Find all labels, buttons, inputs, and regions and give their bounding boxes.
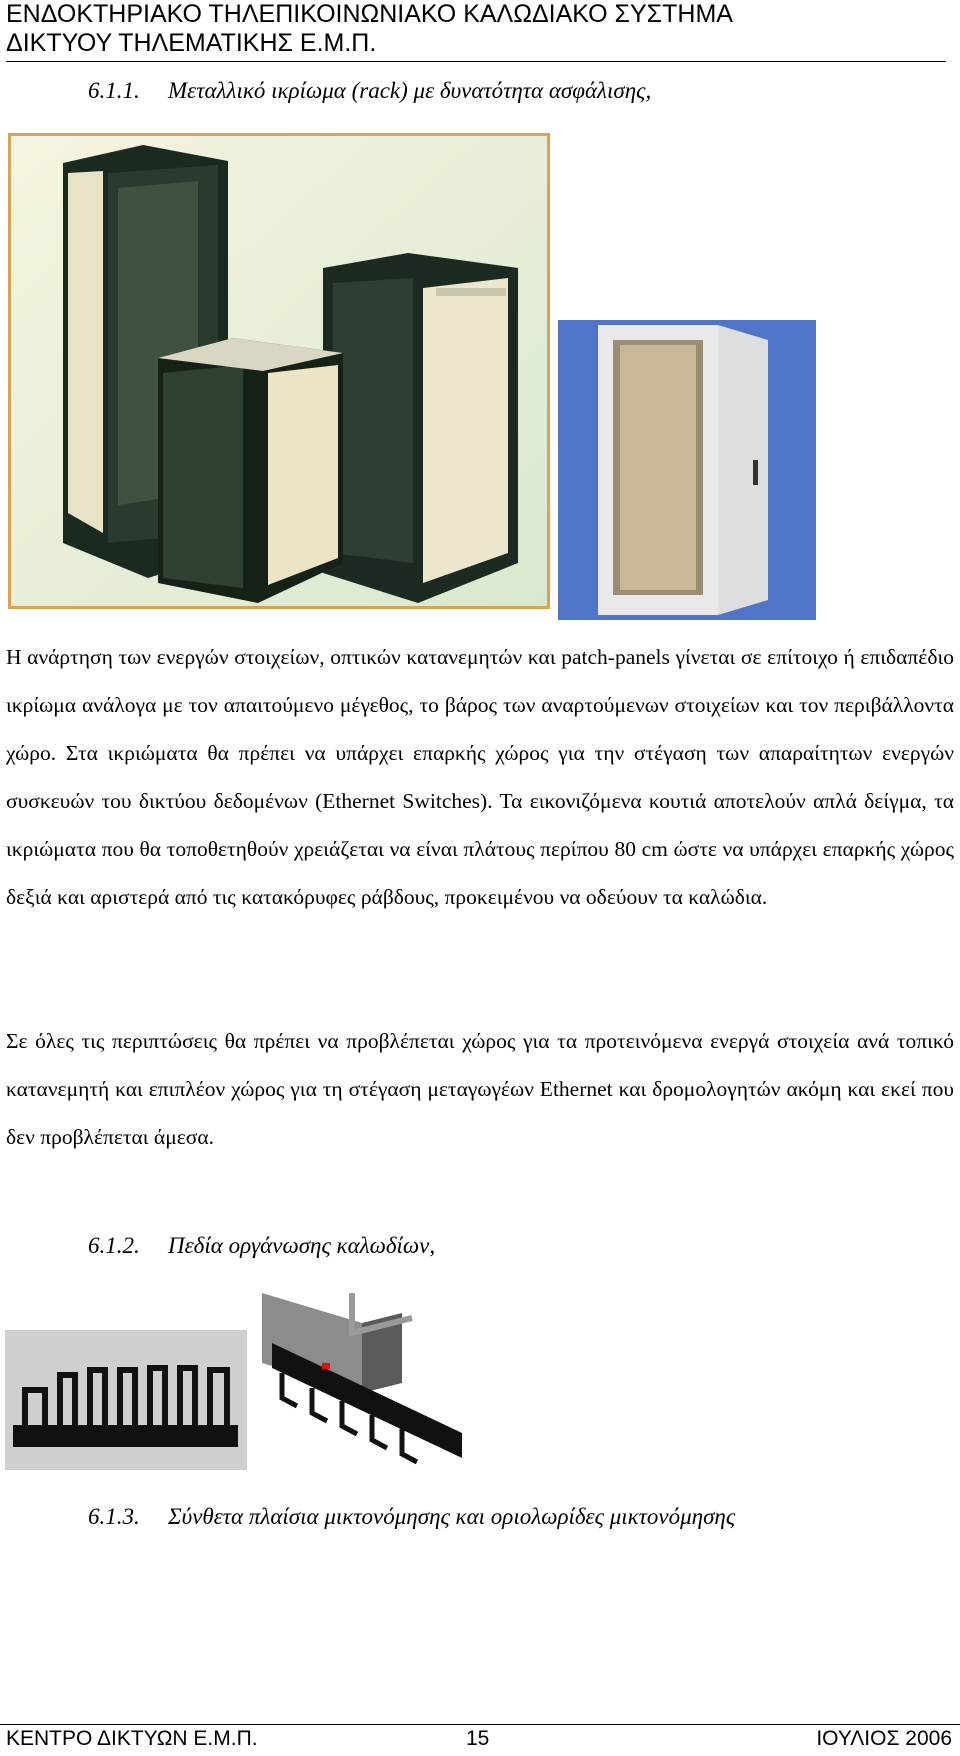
section-title: Μεταλλικό ικρίωμα (rack) με δυνατότητα ασφάλισης, (168, 78, 652, 103)
section-number: 6.1.3. (88, 1504, 140, 1529)
single-rack-photo (558, 320, 816, 620)
page-number: 15 (466, 1727, 490, 1750)
section-title: Σύνθετα πλαίσια μικτονόμησης και οριολωρίδες μικτονόμησης (168, 1504, 736, 1529)
section-heading-6-1-1 (88, 78, 651, 104)
section-heading-6-1-2 (88, 1233, 435, 1259)
cable-organizer-photo (5, 1330, 247, 1470)
patch-panel-photo (252, 1283, 488, 1471)
footer-left: ΚΕΝΤΡΟ ΔΙΚΤΥΩΝ Ε.Μ.Π. (6, 1727, 258, 1750)
section-number: 6.1.2. (88, 1233, 140, 1258)
paragraph-1: Η ανάρτηση των ενεργών στοιχείων, οπτικών κατανεμητών και patch-panels γίνεται σε επίτοιχο ή επιδαπέδιο ικρίωμα ανάλογα με τον απαιτούμενο μέγεθος, το βάρος των αναρτούμενων στοιχείων και τον περιβάλλοντα χώρο. Στα ικριώματα θα πρέπει να υπάρχει επαρκής χώρος για την στέγαση των απαραίτητων ενεργών συσκευών του δικτύου δεδομένων (Ethernet Switches). Τα εικονιζόμενα κουτιά αποτελούν απλά δείγμα, τα ικριώματα που θα τοποθετηθούν χρειάζεται να είναι πλάτους περίπου 80 cm ώστε να υπάρχει επαρκής χώρος δεξιά και αριστερά από τις κατακόρυφες ράβδους, προκειμένου να οδεύουν τα καλώδια. (6, 645, 954, 909)
racks-photo (8, 133, 550, 609)
page-header (6, 0, 946, 62)
section-number: 6.1.1. (88, 78, 140, 103)
paragraph-2: Σε όλες τις περιπτώσεις θα πρέπει να προβλέπεται χώρος για τα προτεινόμενα ενεργά στοιχεία ανά τοπικό κατανεμητή και επιπλέον χώρος για τη στέγαση μεταγωγέων Ethernet και δρομολογητών ακόμη και εκεί που δεν προβλέπεται άμεσα. (6, 1029, 954, 1149)
footer-right: ΙΟΥΛΙΟΣ 2006 (816, 1727, 952, 1750)
section-heading-6-1-3 (88, 1504, 735, 1530)
section-title: Πεδία οργάνωσης καλωδίων, (168, 1233, 436, 1258)
page-footer (0, 1724, 960, 1750)
header-line-1: ΕΝΔΟΚΤΗΡΙΑΚΟ ΤΗΛΕΠΙΚΟΙΝΩΝΙΑΚΟ ΚΑΛΩΔΙΑΚΟ ΣΥΣΤΗΜΑ (6, 0, 733, 28)
header-line-2: ΔΙΚΤΥΟΥ ΤΗΛΕΜΑΤΙΚΗΣ Ε.Μ.Π. (6, 29, 377, 57)
